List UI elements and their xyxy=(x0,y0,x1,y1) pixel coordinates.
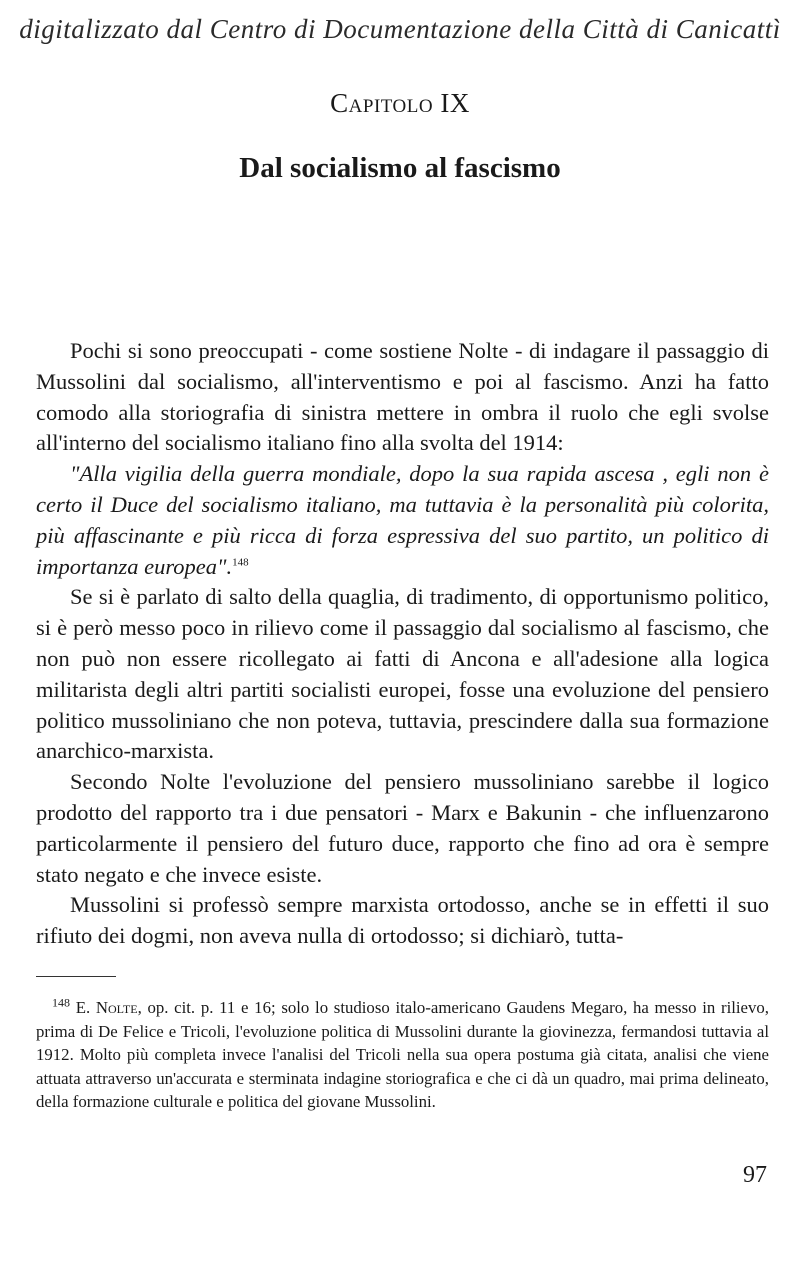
footnote-number: 148 xyxy=(52,995,70,1010)
quote-text: "Alla vigilia della guerra mondiale, dopo la sua rapida ascesa , egli non è certo il Duce del socialismo italiano, ma tuttavia è la personalità più colorita, più affascinante e più ricca di forza espressiva del suo partito, un politico di importanza europea". xyxy=(36,461,769,579)
footnote-reference[interactable]: 148 xyxy=(232,556,249,569)
watermark: digitalizzato dal Centro di Documentazione della Città di Canicattì xyxy=(19,14,781,44)
footnote-divider xyxy=(36,976,116,977)
paragraph-4-text: Secondo Nolte l'evoluzione del pensiero mussoliniano sarebbe il logico prodotto del rapporto tra i due pensatori - Marx e Bakunin - che influenzarono particolarmente il pensiero del futuro duce, rapporto che fino ad ora è sempre stato negato e che invece esiste. xyxy=(36,769,769,887)
footnote-paragraph xyxy=(36,996,769,1114)
footnote-text: , op. cit. p. 11 e 16; solo lo studioso italo-americano Gaudens Megaro, ha messo in rilievo, prima di De Felice e Tricoli, l'evoluzione politica di Mussolini durante la giovinezza, fermandosi tuttavia al 1912. Molto più completa invece l'analisi del Tricoli nella sua opera postuma già citata, analisi che viene attuata attraverso un'accurata e sterminata indagine storiografica e che ci dà un quadro, mai prima delineato, della formazione culturale e politica del giovane Mussolini. xyxy=(36,998,769,1111)
footnote-author: E. Nolte xyxy=(75,998,138,1017)
paragraph-5 xyxy=(36,890,769,952)
paragraph-3 xyxy=(36,582,769,767)
paragraph-5-text: Mussolini si professò sempre marxista ortodosso, anche se in effetti il suo rifiuto dei dogmi, non aveva nulla di ortodosso; si dichiarò, tutta- xyxy=(36,892,769,949)
chapter-title: Dal socialismo al fascismo xyxy=(239,152,561,184)
paragraph-1-text: Pochi si sono preoccupati - come sostiene Nolte - di indagare il passaggio di Mussolini dal socialismo, all'interventismo e poi al fascismo. Anzi ha fatto comodo alla storiografia di sinistra mettere in ombra il ruolo che egli svolse all'interno del socialismo italiano fino alla svolta del 1914: xyxy=(36,338,769,456)
footnote xyxy=(36,996,769,1114)
chapter-label: Capitolo IX xyxy=(330,88,470,118)
body-text xyxy=(36,336,769,952)
page-number: 97 xyxy=(743,1162,767,1188)
paragraph-1 xyxy=(36,336,769,459)
quote-paragraph xyxy=(36,459,769,582)
paragraph-4 xyxy=(36,767,769,890)
paragraph-3-text: Se si è parlato di salto della quaglia, di tradimento, di opportunismo politico, si è però messo poco in rilievo come il passaggio dal socialismo al fascismo, che non può non essere ricollegato ai fatti di Ancona e all'adesione alla logica militarista degli altri partiti socialisti europei, fosse una evoluzione del pensiero politico mussoliniano che non poteva, tuttavia, prescindere dalla sua formazione anarchico-marxista. xyxy=(36,584,769,764)
